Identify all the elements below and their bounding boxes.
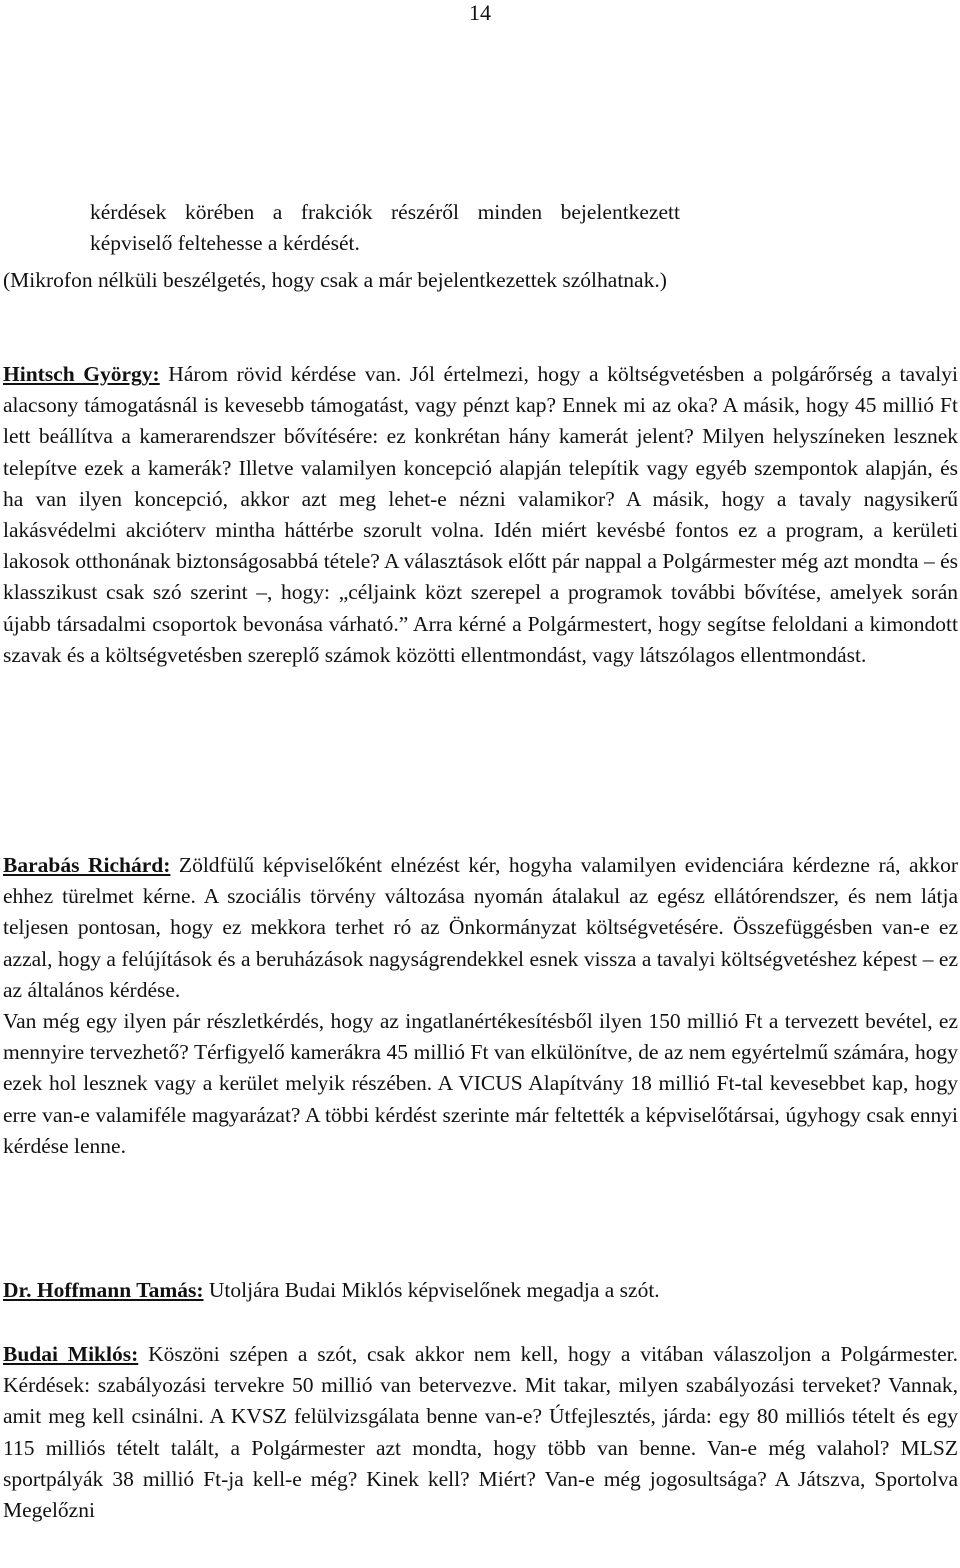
speech-text: Zöldfülű képviselőként elnézést kér, hogyha valamilyen evidenciára kérdezne rá, akkor ehhez türelmet kérne. A szociális törvény változása nyomán átalakul az egész ellátórendszer, és nem látja teljesen pontosan, hogy ez mekkora terhet ró az Önkormányzat költségvetésére. Összefüggésben van-e ez azzal, hogy a felújítások és a beruházások nagyságrendekkel esnek vissza a tavalyi költségvetéshez képest – ez az általános kérdése. <box>3 853 958 1002</box>
speaker-name: Barabás Richárd: <box>3 853 171 877</box>
remark-text: (Mikrofon nélküli beszélgetés, hogy csak a már bejelentkezettek szólhatnak.) <box>3 268 667 292</box>
remark-paragraph <box>3 265 958 296</box>
speech-barabas <box>3 850 958 1162</box>
speech-text: Utoljára Budai Miklós képviselőnek megadja a szót. <box>203 1278 660 1302</box>
speech-text: Három rövid kérdése van. Jól értelmezi, hogy a költségvetésben a polgárőrség a tavalyi alacsony támogatásnál is kevesebb támogatást, vagy pénzt kap? Ennek mi az oka? A másik, hogy 45 millió Ft lett beállítva a kamerarendszer bővítésére: ez konkrétan hány kamerát jelent? Milyen helyszíneken lesznek telepítve ezek a kamerák? Illetve valamilyen koncepció alapján telepítik vagy egyéb szempontok alapján, és ha van ilyen koncepció, akkor azt meg lehet-e nézni valamikor? A másik, hogy a tavaly nagysikerű lakásvédelmi akcióterv mintha háttérbe szorult volna. Idén miért kevésbé fontos ez a program, a kerületi lakosok otthonának biztonságosabbá tétele? A választások előtt pár nappal a Polgármester még azt mondta – és klasszikust csak szó szerint –, hogy: „céljaink közt szerepel a programok további bővítése, amelyek során újabb társadalmi csoportok bevonása várható.” Arra kérné a Polgármestert, hogy segítse feloldani a kimondott szavak és a költségvetésben szereplő számok közötti ellentmondást, vagy látszólagos ellentmondást. <box>3 362 958 667</box>
speech-hoffmann <box>3 1275 958 1306</box>
speaker-name: Dr. Hoffmann Tamás: <box>3 1278 204 1302</box>
speaker-name: Hintsch György: <box>3 362 160 386</box>
speech-budai <box>3 1339 958 1526</box>
speech-hintsch <box>3 359 958 671</box>
speech-text: Köszöni szépen a szót, csak akkor nem kell, hogy a vitában válaszoljon a Polgármester. Kérdések: szabályozási tervekre 50 millió van betervezve. Mit takar, milyen szabályozási terveket? Vannak, amit meg kell csinálni. A KVSZ felülvizsgálata benne van-e? Útfejlesztés, járda: egy 80 milliós tételt és egy 115 milliós tételt talált, a Polgármester azt mondta, hogy több van benne. Van-e még valahol? MLSZ sportpályák 38 millió Ft-ja kell-e még? Kinek kell? Miért? Van-e még jogosultsága? A Játszva, Sportolva Megelőzni <box>3 1342 959 1523</box>
page-number: 14 <box>469 0 491 25</box>
intro-text: kérdések körében a frakciók részéről minden bejelentkezett képviselő feltehesse a kérdését. <box>90 200 680 256</box>
speech-continuation: Van még egy ilyen pár részletkérdés, hogy az ingatlanértékesítésből ilyen 150 millió Ft a tervezett bevétel, ez mennyire tervezhető? Térfigyelő kamerákra 45 millió Ft van elkülönítve, de az nem egyértelmű számára, hogy ezek hol lesznek vagy a kerület melyik részében. A VICUS Alapítvány 18 millió Ft-tal kevesebbet kap, hogy erre van-e valamiféle magyarázat? A többi kérdést szerinte már feltették a képviselőtársai, úgyhogy csak ennyi kérdése lenne. <box>3 1009 958 1158</box>
speaker-name: Budai Miklós: <box>3 1342 139 1366</box>
intro-paragraph <box>90 197 680 259</box>
